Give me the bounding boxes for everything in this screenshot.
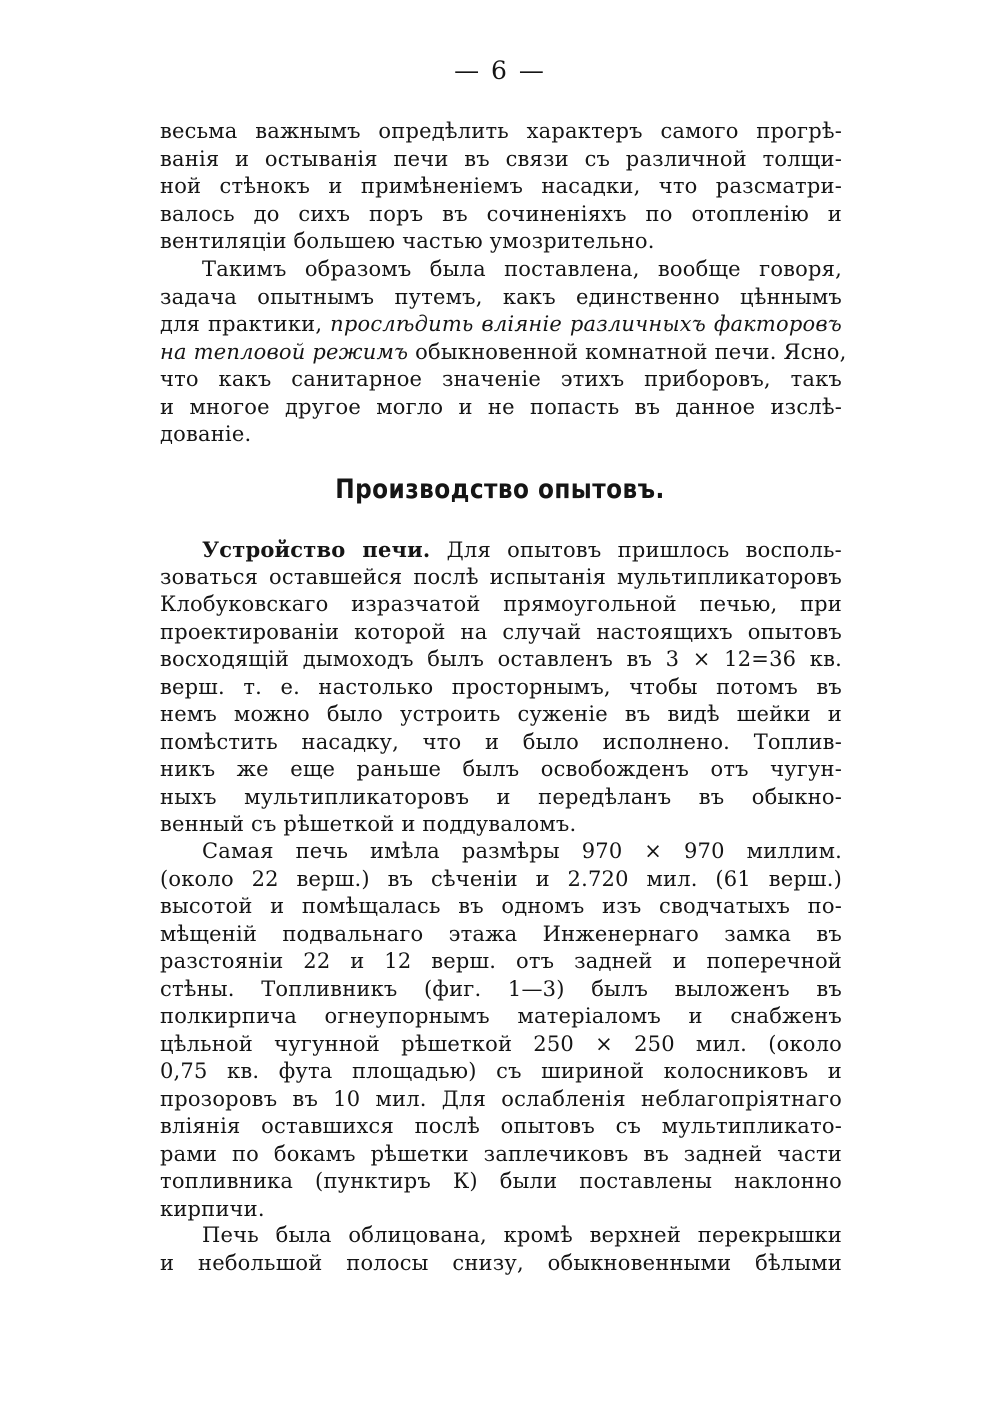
text-line: ванія и остыванія печи въ связи съ различной толщи- (160, 146, 842, 171)
page-number: — 6 — (454, 56, 546, 85)
text-line: зоваться оставшейся послѣ испытанія мультипликаторовъ (160, 564, 842, 589)
text-run: Для опытовъ пришлось воспoль- (446, 538, 842, 562)
text-line: проектированіи которой на случай настоящихъ опытовъ (160, 619, 842, 644)
text-line: рами по бокамъ рѣшетки заплечиковъ въ задней части (160, 1141, 842, 1166)
text-line: 0,75 кв. фута площадью) съ шириной колосниковъ и (160, 1059, 842, 1083)
text-line: Клобуковскаго изразчатой прямоугольной печью, при (160, 592, 842, 616)
text-line: венный съ рѣшеткой и поддуваломъ. (160, 812, 577, 836)
text-line (160, 536, 842, 564)
paragraph-stove-dimensions (160, 838, 842, 1223)
text-line: стѣны. Топливникъ (фиг. 1—3) былъ выложенъ въ (160, 976, 842, 1001)
text-line: высотой и помѣщалась въ одномъ изъ сводчатыхъ по- (160, 894, 842, 918)
text-line: вліянія оставшихся послѣ опытовъ съ мультипликато- (160, 1114, 842, 1138)
italic-emphasis: прослѣдить вліяніе различныхъ факторовъ (330, 312, 842, 336)
text-line: (около 22 верш.) въ сѣченіи и 2.720 мил. (61 верш.) (160, 866, 842, 891)
text-line: цѣльной чугунной рѣшеткой 250 × 250 мил. (около (160, 1031, 842, 1056)
section-heading: Производство опытовъ. (335, 474, 665, 505)
text-line: и небольшой полосы снизу, обыкновенными бѣлыми (160, 1250, 842, 1275)
text-line (160, 311, 842, 339)
text-line: вентиляціи большею частью умозрительно. (160, 229, 655, 253)
text-line: кирпичи. (160, 1196, 265, 1221)
paragraph-continuation (160, 118, 842, 256)
text-run: для практики, (160, 312, 323, 336)
text-line: разстояніи 22 и 12 верш. отъ задней и поперечной (160, 949, 842, 973)
text-line: и многое другое могло и не попасть въ данное изслѣ- (160, 394, 842, 419)
text-line: немъ можно было устроить суженіе въ видѣ шейки и (160, 702, 842, 726)
text-run: обыкновенной комнатной печи. Ясно, (415, 339, 847, 364)
text-line: валось до сихъ поръ въ сочиненіяхъ по отопленію и (160, 201, 842, 226)
text-line: мѣщеній подвальнаго этажа Инженернаго замка въ (160, 921, 842, 946)
text-line: верш. т. е. настолько просторнымъ, чтобы потомъ въ (160, 674, 842, 699)
text-line: топливника (пунктиръ К) были поставлены наклонно (160, 1169, 842, 1193)
text-line (160, 339, 847, 367)
text-line: помѣстить насадку, что и было исполнено. Топлив- (160, 729, 842, 754)
text-line: ной стѣнокъ и примѣненіемъ насадки, что разсматри- (160, 174, 842, 198)
text-line: прозоровъ въ 10 мил. Для ослабленія неблагопріятнаго (160, 1086, 842, 1111)
text-line: восходящій дымоходъ былъ оставленъ въ 3 × 12=36 кв. (160, 647, 842, 671)
text-line: задача опытнымъ путемъ, какъ единственно цѣннымъ (160, 284, 842, 309)
italic-emphasis: на тепловой режимъ (160, 339, 409, 364)
text-line: полкирпича огнеупорнымъ матеріаломъ и снабженъ (160, 1004, 842, 1028)
text-line: Такимъ образомъ была поставлена, вообще говоря, (202, 257, 842, 281)
run-in-heading: Устройство печи. (202, 537, 431, 562)
text-line: что какъ санитарное значеніе этихъ приборовъ, такъ (160, 367, 842, 391)
text-line: никъ же еще раньше былъ освобожденъ отъ чугун- (160, 757, 842, 781)
text-line: Печь была облицована, кромѣ верхней перекрышки (202, 1223, 842, 1247)
text-line: весьма важнымъ опредѣлить характеръ самого прогрѣ- (160, 119, 842, 143)
text-line: ныхъ мультипликаторовъ и передѣланъ въ обыкно- (160, 784, 842, 809)
paragraph-task (160, 256, 847, 449)
paragraph-stove-construction (160, 536, 842, 839)
text-line: Самая печь имѣла размѣры 970 × 970 миллим. (202, 839, 842, 863)
paragraph-stove-facing (160, 1222, 842, 1277)
text-line: дованіе. (160, 422, 252, 446)
